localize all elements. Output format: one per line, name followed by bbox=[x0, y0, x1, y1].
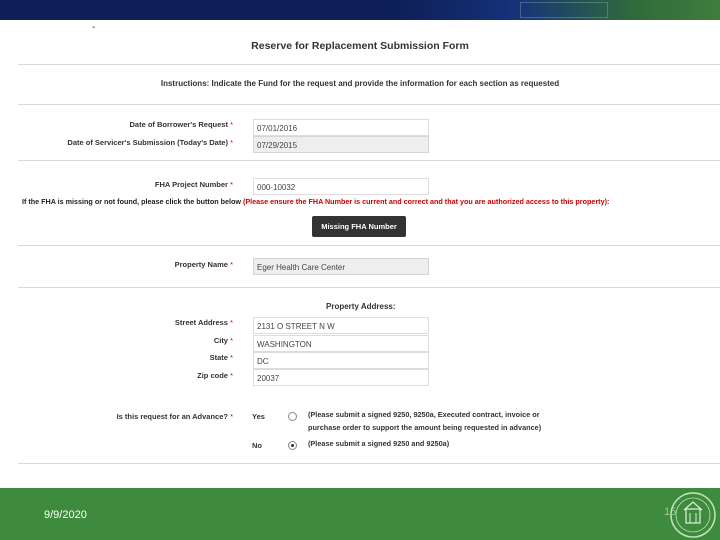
fha-warning: (Please ensure the FHA Number is current and correct and that you are authorized access to this property): bbox=[242, 197, 610, 206]
advance-no-label: No bbox=[252, 441, 262, 450]
fha-missing-note: If the FHA is missing or not found, please click the button below (Please ensure the FHA Number is current and correct and that you are authorized access to this property): bbox=[22, 197, 610, 206]
servicer-submission-date-field[interactable]: 07/29/2015 bbox=[253, 136, 429, 153]
fha-project-number-label: FHA Project Number * bbox=[154, 180, 233, 189]
borrower-request-date-label: Date of Borrower's Request * bbox=[129, 120, 233, 129]
zip-code-field[interactable]: 20037 bbox=[253, 369, 429, 386]
divider bbox=[18, 245, 720, 246]
advance-no-radio[interactable] bbox=[288, 441, 297, 450]
divider bbox=[18, 463, 720, 464]
instructions-text: Instructions: Indicate the Fund for the request and provide the information for each section as requested bbox=[160, 79, 560, 88]
property-name-field[interactable]: Eger Health Care Center bbox=[253, 258, 429, 275]
advance-no-note: (Please submit a signed 9250 and 9250a) bbox=[308, 439, 450, 448]
page-number: 15 bbox=[664, 506, 677, 518]
city-label: City * bbox=[213, 336, 233, 345]
property-address-heading: Property Address: bbox=[326, 302, 396, 311]
divider bbox=[18, 160, 720, 161]
street-address-label: Street Address * bbox=[174, 318, 233, 327]
form-title: Reserve for Replacement Submission Form bbox=[251, 40, 469, 52]
zip-code-label: Zip code * bbox=[197, 371, 233, 380]
missing-fha-number-button[interactable]: Missing FHA Number bbox=[312, 216, 406, 237]
city-field[interactable]: WASHINGTON bbox=[253, 335, 429, 352]
property-name-label: Property Name * bbox=[174, 260, 233, 269]
dash-mark: - bbox=[92, 22, 96, 33]
divider bbox=[18, 287, 720, 288]
advance-yes-note: (Please submit a signed 9250, 9250a, Executed contract, invoice or purchase order to support the amount being requested in advance) bbox=[308, 410, 542, 432]
slide-footer bbox=[0, 488, 720, 540]
divider bbox=[18, 64, 720, 65]
advance-question-label: Is this request for an Advance? * bbox=[116, 412, 233, 421]
advance-yes-radio[interactable] bbox=[288, 412, 297, 421]
street-address-field[interactable]: 2131 O STREET N W bbox=[253, 317, 429, 334]
divider bbox=[18, 104, 720, 105]
hud-seal-icon bbox=[669, 491, 717, 539]
banner-logo bbox=[520, 2, 608, 18]
advance-yes-label: Yes bbox=[252, 412, 265, 421]
state-field[interactable]: DC bbox=[253, 352, 429, 369]
state-label: State * bbox=[209, 353, 233, 362]
footer-date: 9/9/2020 bbox=[44, 509, 87, 521]
fha-project-number-field[interactable]: 000-10032 bbox=[253, 178, 429, 195]
top-banner bbox=[0, 0, 720, 20]
borrower-request-date-field[interactable]: 07/01/2016 bbox=[253, 119, 429, 136]
servicer-submission-date-label: Date of Servicer's Submission (Today's Date) * bbox=[67, 138, 233, 147]
